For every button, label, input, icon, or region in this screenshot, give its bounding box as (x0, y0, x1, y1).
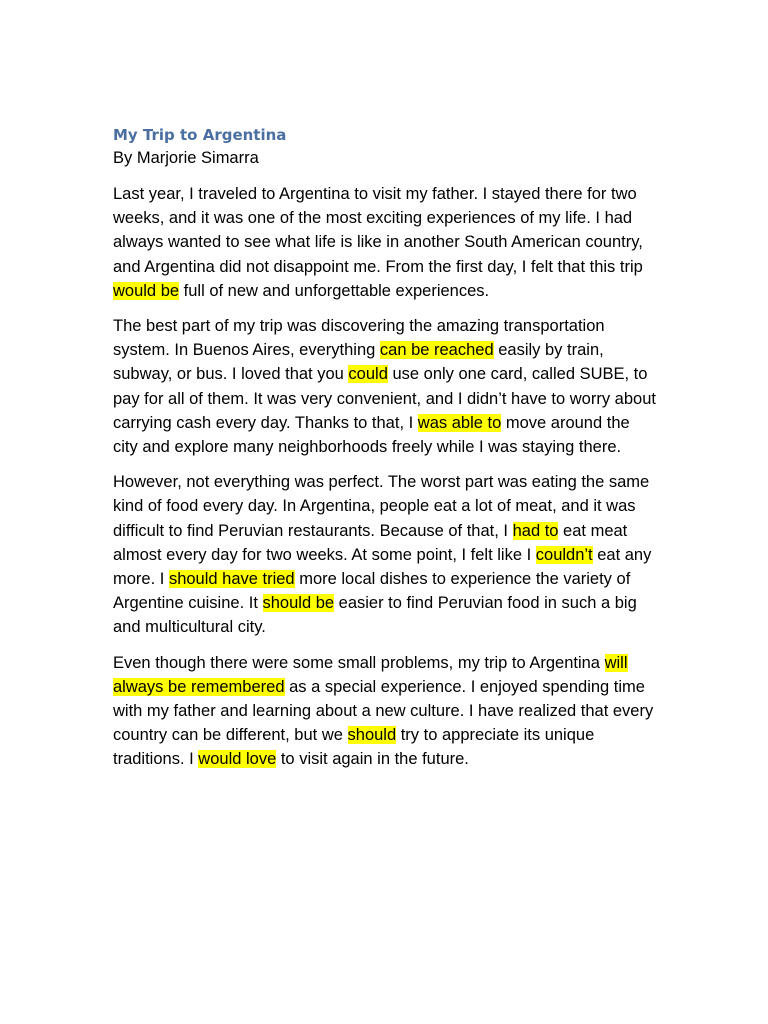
paragraph-text: full of new and unforgettable experiences. (179, 281, 490, 300)
paragraph-text: However, not everything was perfect. The worst part was eating the same kind of food every day. In Argentina, people eat a lot of meat, and it was difficult to find Peruvian restaurants. Because of that, I (113, 473, 650, 540)
paragraph-text: eat meat almost every day for two weeks. At some point, I felt like I (113, 521, 628, 564)
paragraph-text: move around the city and explore many neighborhoods freely while I was staying there. (113, 413, 630, 457)
paragraph-text: eat any more. I (113, 545, 652, 589)
highlighted-phrase: can be reached (379, 341, 494, 360)
highlighted-phrase: should have tried (168, 570, 295, 589)
document-author: By Marjorie Simarra (113, 149, 259, 167)
paragraph-text: easier to find Peruvian food in such a big and multicultural city. (113, 594, 637, 637)
highlighted-phrase: could (348, 365, 388, 384)
highlighted-phrase: should be (262, 594, 335, 613)
paragraph-text: easily by train, subway, or bus. I loved that you (113, 341, 604, 384)
highlighted-phrase: was able to (417, 413, 502, 432)
highlighted-phrase: would be (113, 281, 180, 300)
highlighted-phrase: would love (198, 750, 277, 769)
highlighted-phrase: should (347, 726, 397, 745)
paragraph-text: more local dishes to experience the variety of Argentine cuisine. It (113, 570, 631, 613)
highlighted-phrase: had to (512, 521, 559, 540)
highlighted-phrase: will always be remembered (113, 653, 628, 696)
paragraph-list (113, 182, 658, 772)
document-body (113, 124, 658, 783)
body-paragraph (113, 651, 658, 772)
paragraph-text: use only one card, called SUBE, to pay for all of them. It was very convenient, and I didn’t have to worry about carrying cash every day. Thanks to that, I (113, 365, 656, 432)
paragraph-text: to visit again in the future. (276, 750, 469, 769)
body-paragraph (113, 182, 658, 303)
paragraph-text: The best part of my trip was discovering the amazing transportation system. In Buenos Aires, everything (113, 317, 605, 360)
paragraph-text: Even though there were some small problems, my trip to Argentina (113, 653, 605, 672)
paragraph-text: as a special experience. I enjoyed spending time with my father and learning about a new culture. I have realized that every country can be different, but we (113, 677, 654, 745)
body-paragraph (113, 314, 658, 459)
document-title: My Trip to Argentina (113, 126, 287, 144)
paragraph-text: try to appreciate its unique traditions. I (113, 726, 595, 769)
paragraph-text: Last year, I traveled to Argentina to visit my father. I stayed there for two weeks, and it was one of the most exciting experiences of my life. I had always wanted to see what life is like in another South American country, and Argentina did not disappoint me. From the first day, I felt that this trip (113, 185, 643, 276)
highlighted-phrase: couldn’t (535, 545, 593, 564)
body-paragraph (113, 470, 658, 639)
